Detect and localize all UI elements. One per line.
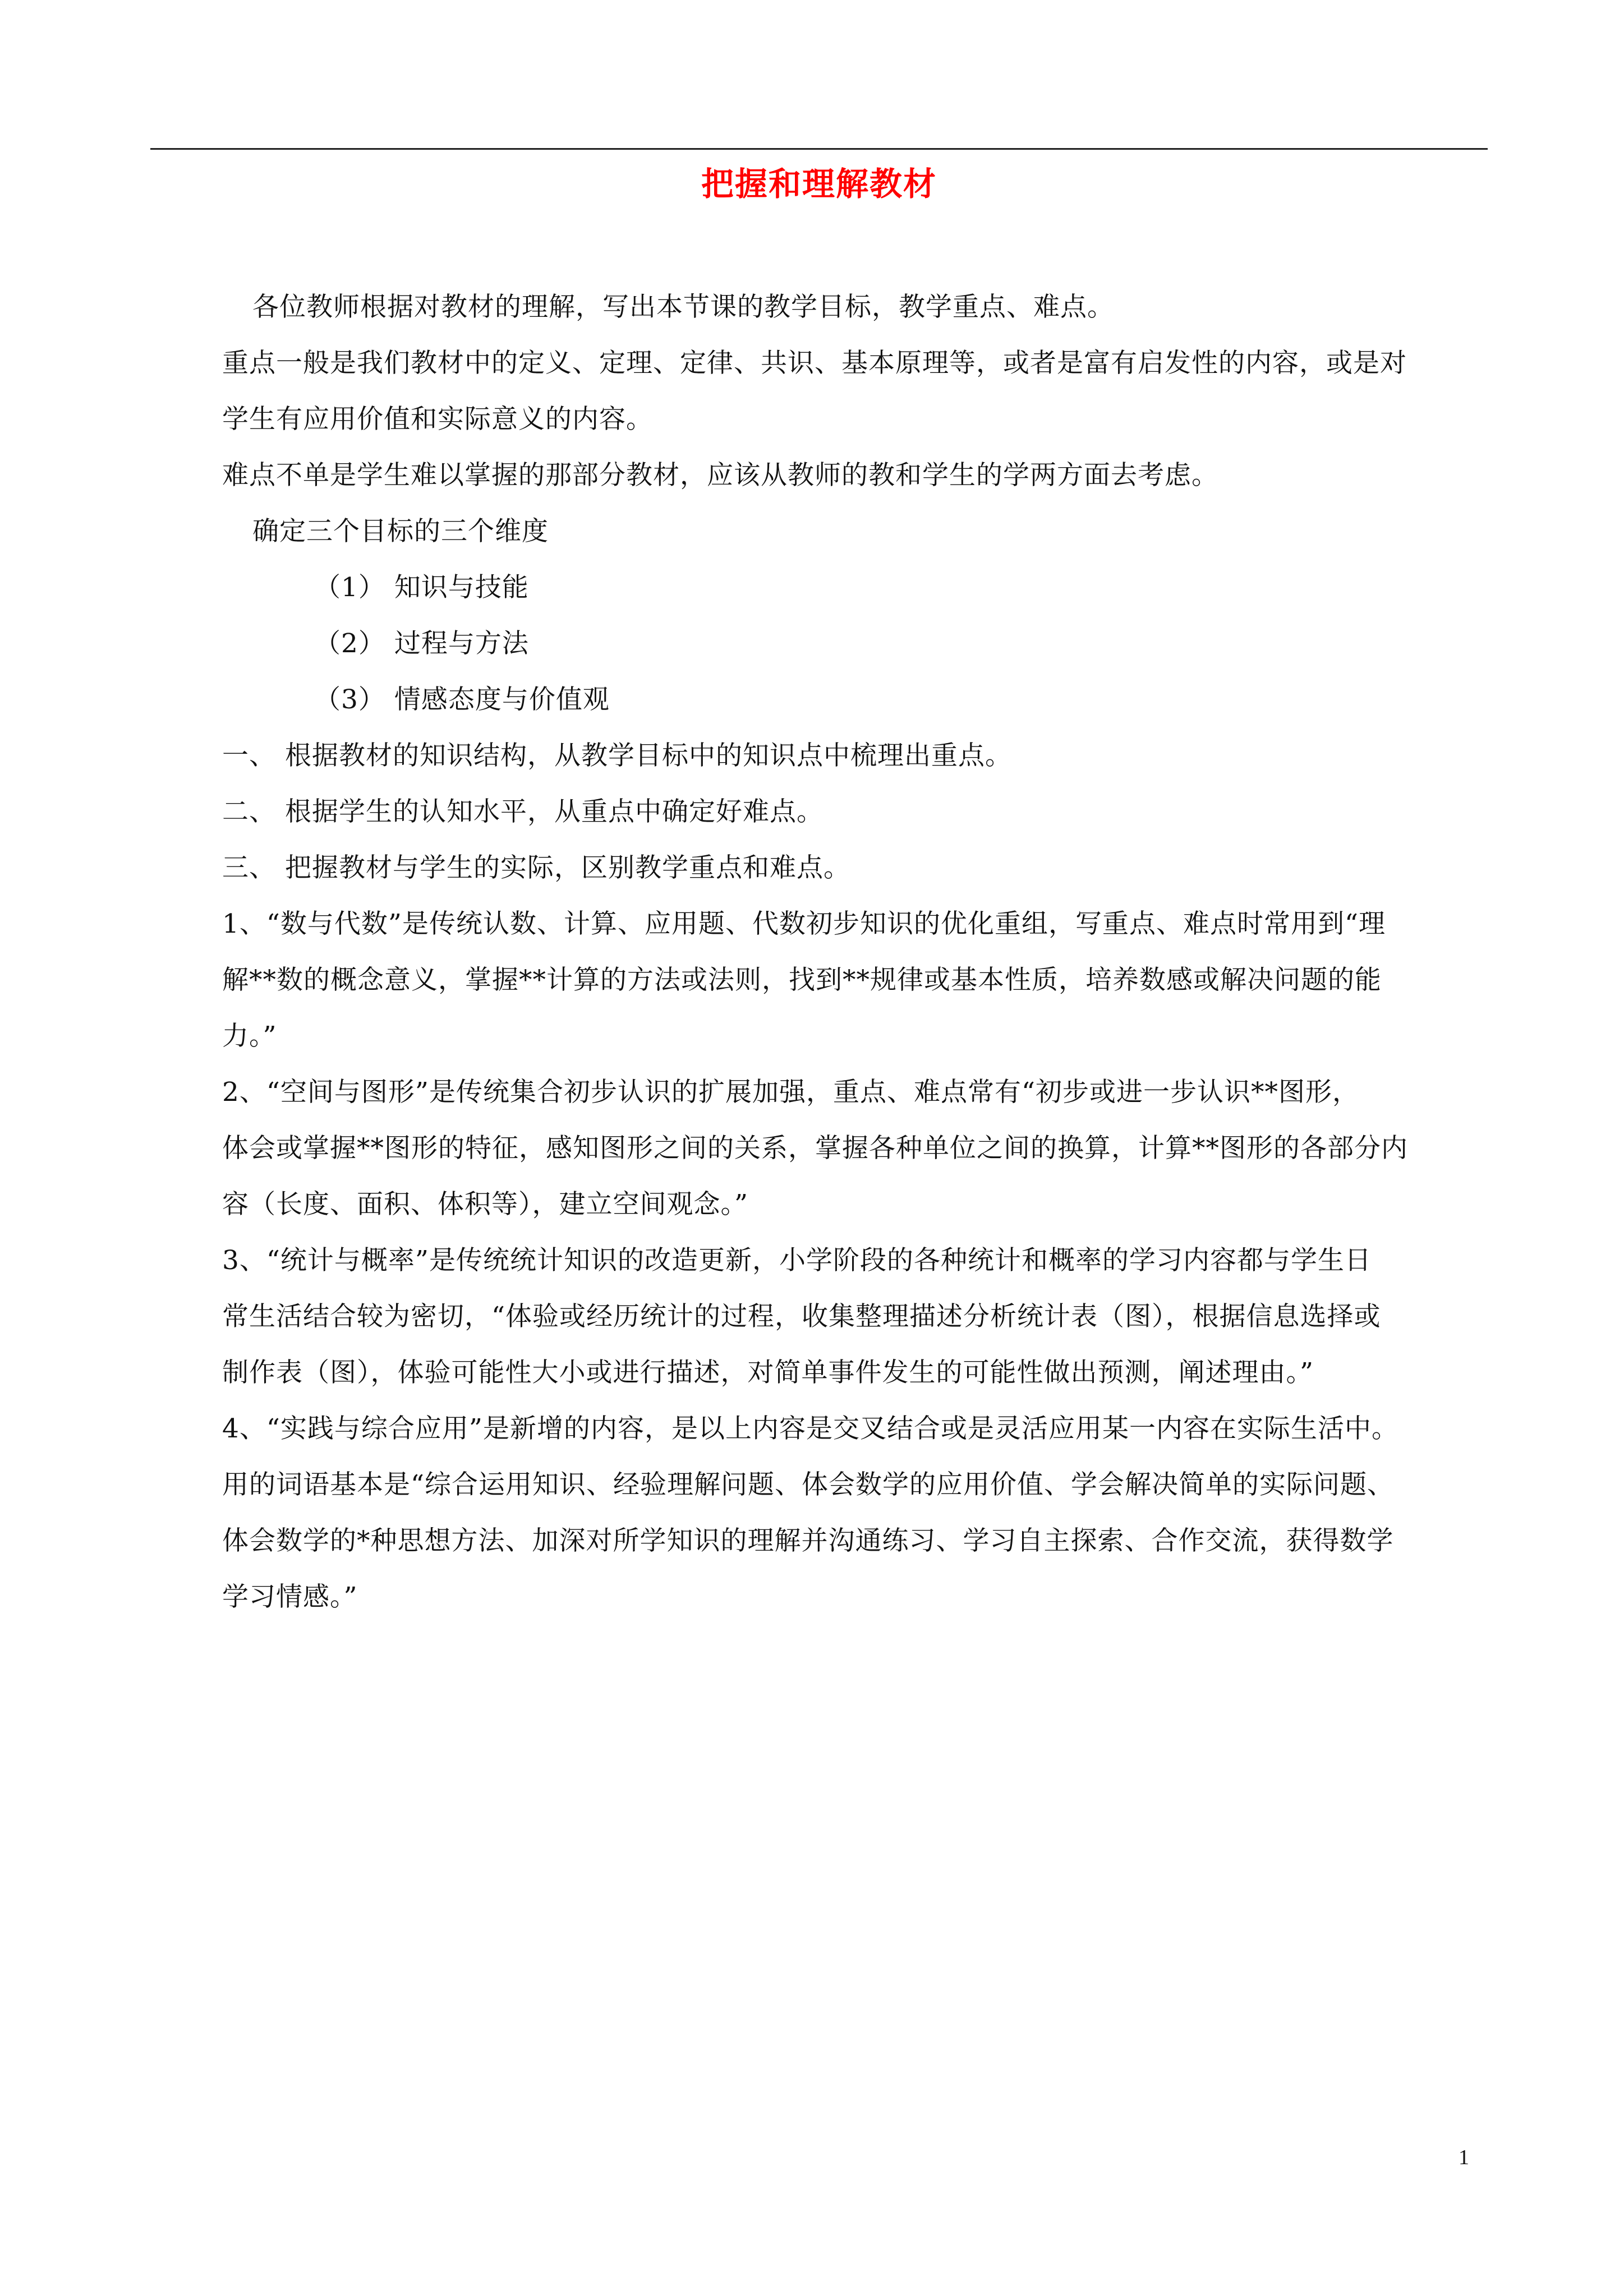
header-rule bbox=[150, 148, 1488, 150]
paragraph-line-practice-3: 体会数学的*种思想方法、加深对所学知识的理解并沟通练习、学习自主探索、合作交流，获得数学 bbox=[222, 1525, 1394, 1556]
list-item-step-three: 三、 把握教材与学生的实际，区别教学重点和难点。 bbox=[222, 852, 850, 883]
paragraph-line-practice-2: 用的词语基本是“综合运用知识、经验理解问题、体会数学的应用价值、学会解决简单的实际问题、 bbox=[222, 1469, 1395, 1500]
paragraph-line-space-shape-1: 2、“空间与图形”是传统集合初步认识的扩展加强，重点、难点常有“初步或进一步认识**图形， bbox=[222, 1077, 1359, 1108]
list-item-step-one: 一、 根据教材的知识结构，从教学目标中的知识点中梳理出重点。 bbox=[222, 740, 1012, 771]
paragraph-line-numbers-algebra-1: 1、“数与代数”是传统认数、计算、应用题、代数初步知识的优化重组，写重点、难点时常用到“理 bbox=[222, 909, 1386, 939]
paragraph-line-key-points-2: 学生有应用价值和实际意义的内容。 bbox=[222, 404, 653, 435]
paragraph-line-key-points-1: 重点一般是我们教材中的定义、定理、定律、共识、基本原理等，或者是富有启发性的内容，或是对 bbox=[222, 348, 1407, 379]
document-title: 把握和理解教材 bbox=[701, 165, 937, 203]
paragraph-line-difficulties: 难点不单是学生难以掌握的那部分教材，应该从教师的教和学生的学两方面去考虑。 bbox=[222, 460, 1218, 491]
paragraph-line-statistics-3: 制作表（图），体验可能性大小或进行描述，对简单事件发生的可能性做出预测，阐述理由。” bbox=[222, 1357, 1314, 1388]
list-item-step-two: 二、 根据学生的认知水平，从重点中确定好难点。 bbox=[222, 796, 823, 827]
paragraph-line-statistics-2: 常生活结合较为密切，“体验或经历统计的过程，收集整理描述分析统计表（图），根据信息选择或 bbox=[222, 1301, 1381, 1332]
paragraph-line-space-shape-2: 体会或掌握**图形的特征，感知图形之间的关系，掌握各种单位之间的换算，计算**图形的各部分内 bbox=[222, 1133, 1408, 1164]
paragraph-line-practice-1: 4、“实践与综合应用”是新增的内容，是以上内容是交叉结合或是灵活应用某一内容在实际生活中。 bbox=[222, 1413, 1398, 1444]
paragraph-line-numbers-algebra-3: 力。” bbox=[222, 1021, 277, 1052]
list-item-process-method: （2） 过程与方法 bbox=[314, 628, 529, 659]
page-number: 1 bbox=[1459, 2146, 1469, 2169]
list-item-attitude-values: （3） 情感态度与价值观 bbox=[314, 684, 610, 715]
list-item-knowledge-skills: （1） 知识与技能 bbox=[314, 572, 529, 603]
paragraph-line-numbers-algebra-2: 解**数的概念意义，掌握**计算的方法或法则，找到**规律或基本性质，培养数感或解决问题的能 bbox=[222, 965, 1382, 995]
paragraph-line-three-dimensions: 确定三个目标的三个维度 bbox=[252, 516, 549, 547]
paragraph-line-space-shape-3: 容（长度、面积、体积等），建立空间观念。” bbox=[222, 1189, 749, 1220]
paragraph-line-intro: 各位教师根据对教材的理解，写出本节课的教学目标，教学重点、难点。 bbox=[252, 292, 1114, 322]
paragraph-line-statistics-1: 3、“统计与概率”是传统统计知识的改造更新，小学阶段的各种统计和概率的学习内容都与学生日 bbox=[222, 1245, 1372, 1276]
paragraph-line-practice-4: 学习情感。” bbox=[222, 1582, 358, 1612]
